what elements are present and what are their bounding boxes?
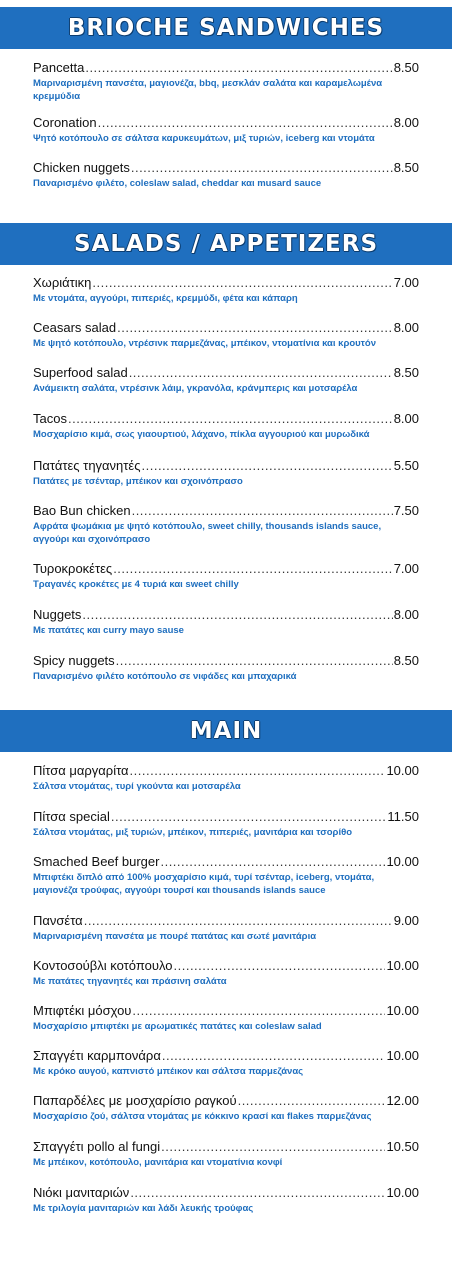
leader-dots (111, 809, 387, 825)
menu-item (33, 160, 419, 190)
menu-item (33, 411, 419, 458)
item-description: Σάλτσα ντομάτας, μιξ τυριών, μπέικον, πιπεριές, μανιτάρια και τσορίθο (33, 827, 353, 838)
section-title: MAIN (189, 718, 263, 744)
item-description: Μοσχαρίσιο ζού, σάλτσα ντομάτας με κόκκινο κρασί και flakes παρμεζάνας (33, 1111, 372, 1122)
item-price: 5.50 (393, 458, 419, 473)
menu-item (33, 1003, 419, 1048)
leader-dots (82, 607, 392, 623)
leader-dots (130, 1185, 385, 1201)
item-name: Τυροκροκέτες (33, 561, 113, 576)
leader-dots (161, 1139, 385, 1155)
leader-dots (85, 60, 392, 76)
item-price: 8.50 (393, 365, 419, 380)
leader-dots (113, 561, 393, 577)
item-price: 10.00 (386, 958, 419, 973)
leader-dots (84, 913, 393, 929)
menu-item (33, 1185, 419, 1215)
menu-item (33, 653, 419, 683)
item-description: Μπιφτέκι διπλό από 100% μοσχαρίσιο κιμά, τυρί τσένταρ, iceberg, ντομάτα, μαγιονέζα τρούφας, αγγούρι τουρσί και thousands islands sauce (33, 872, 375, 896)
leader-dots (130, 763, 386, 779)
leader-dots (116, 653, 393, 669)
section-main-items (33, 763, 419, 1215)
item-name: Chicken nuggets (33, 160, 130, 175)
leader-dots (132, 503, 393, 519)
item-name: Bao Bun chicken (33, 503, 131, 518)
menu-item (33, 913, 419, 958)
item-description: Με μπέικον, κοτόπουλο, μανιτάρια και ντοματίνια κονφί (33, 1157, 283, 1168)
leader-dots (160, 854, 385, 870)
item-name: Superfood salad (33, 365, 128, 380)
item-description: Σάλτσα ντομάτας, τυρί γκούντα και μοτσαρέλα (33, 781, 241, 792)
menu-item (33, 809, 419, 854)
section-banner-brioche (0, 7, 452, 49)
leader-dots (132, 1003, 385, 1019)
item-name: Spicy nuggets (33, 653, 115, 668)
item-price: 8.00 (393, 411, 419, 426)
menu-item (33, 1139, 419, 1185)
item-name: Smached Beef burger (33, 854, 160, 869)
item-description: Μοσχαρίσιο κιμά, σως γιαουρτιού, λάχανο, πίκλα αγγουριού και μυρωδικά (33, 429, 370, 440)
item-description: Με ντομάτα, αγγούρι, πιπεριές, κρεμμύδι, φέτα και κάπαρη (33, 293, 298, 304)
leader-dots (117, 320, 393, 336)
menu-item (33, 1093, 419, 1139)
item-price: 10.00 (386, 854, 419, 869)
item-name: Σπαγγέτι pollo al fungi (33, 1139, 161, 1154)
leader-dots (68, 411, 393, 427)
item-price: 8.50 (393, 653, 419, 668)
item-description: Ψητό κοτόπουλο σε σάλτσα καρυκευμάτων, μιξ τυριών, iceberg και ντομάτα (33, 133, 375, 144)
item-description: Μαριναρισμένη πανσέτα με πουρέ πατάτας και σωτέ μανιτάρια (33, 931, 317, 942)
section-banner-main (0, 710, 452, 752)
item-price: 7.50 (393, 503, 419, 518)
item-price: 8.00 (393, 607, 419, 622)
item-name: Πατάτες τηγανητές (33, 458, 141, 473)
item-name: Πανσέτα (33, 913, 83, 928)
leader-dots (174, 958, 386, 974)
item-description: Με ψητό κοτόπουλο, ντρέσινκ παρμεζάνας, μπέικον, ντοματίνια και κρουτόν (33, 338, 376, 349)
item-name: Χωριάτικη (33, 275, 92, 290)
menu-item (33, 958, 419, 1003)
section-banner-salads (0, 223, 452, 265)
item-name: Πίτσα special (33, 809, 110, 824)
menu-item (33, 275, 419, 320)
item-price: 10.00 (386, 763, 419, 778)
item-price: 8.50 (393, 160, 419, 175)
item-price: 12.00 (386, 1093, 419, 1108)
item-description: Με πατάτες και curry mayo sause (33, 625, 184, 636)
item-price: 7.00 (393, 275, 419, 290)
item-price: 10.50 (386, 1139, 419, 1154)
item-name: Pancetta (33, 60, 85, 75)
item-name: Πίτσα μαργαρίτα (33, 763, 129, 778)
item-price: 11.50 (387, 809, 419, 824)
menu-item (33, 115, 419, 160)
item-name: Ceasars salad (33, 320, 117, 335)
item-name: Coronation (33, 115, 97, 130)
menu-item (33, 503, 419, 561)
item-name: Μπιφτέκι μόσχου (33, 1003, 132, 1018)
menu-item (33, 60, 419, 115)
item-name: Παπαρδέλες με μοσχαρίσιο ραγκού (33, 1093, 237, 1108)
item-name: Σπαγγέτι καρμπονάρα (33, 1048, 161, 1063)
item-description: Πατάτες με τσένταρ, μπέικον και σχοινόπρασο (33, 476, 243, 487)
item-price: 10.00 (386, 1003, 419, 1018)
item-description: Με πατάτες τηγανητές και πράσινη σαλάτα (33, 976, 227, 987)
leader-dots (98, 115, 393, 131)
item-description: Τραγανές κροκέτες με 4 τυριά και sweet chilly (33, 579, 239, 590)
leader-dots (129, 365, 393, 381)
section-salads-items (33, 275, 419, 683)
item-name: Nuggets (33, 607, 82, 622)
item-description: Αφράτα ψωμάκια με ψητό κοτόπουλο, sweet chilly, thousands islands sauce, αγγούρι και σχοινόπρασο (33, 521, 382, 545)
item-description: Παναρισμένο φιλέτο κοτόπουλο σε νιφάδες και μπαχαρικά (33, 671, 297, 682)
item-price: 8.50 (393, 60, 419, 75)
menu-item (33, 763, 419, 809)
menu-item (33, 561, 419, 607)
item-description: Με κρόκο αυγού, καπνιστό μπέικον και σάλτσα παρμεζάνας (33, 1066, 304, 1077)
item-description: Μοσχαρίσιο μπιφτέκι με αρωματικές πατάτες και coleslaw salad (33, 1021, 322, 1032)
section-title: BRIOCHE SANDWICHES (67, 15, 385, 41)
item-description: Με τριλογία μανιταριών και λάδι λευκής τρούφας (33, 1203, 254, 1214)
item-price: 7.00 (393, 561, 419, 576)
section-brioche-items (33, 60, 419, 190)
menu-item (33, 607, 419, 653)
item-price: 10.00 (386, 1048, 419, 1063)
item-description: Παναρισμένο φιλέτο, coleslaw salad, cheddar και musard sauce (33, 178, 322, 189)
menu-item (33, 365, 419, 411)
menu-item (33, 1048, 419, 1093)
menu-item (33, 458, 419, 503)
leader-dots (142, 458, 393, 474)
section-title: SALADS / APPETIZERS (73, 231, 379, 257)
item-description: Ανάμεικτη σαλάτα, ντρέσινκ λάιμ, γκρανόλα, κράνμπερις και μοτσαρέλα (33, 383, 358, 394)
item-name: Tacos (33, 411, 67, 426)
item-description: Μαριναρισμένη πανσέτα, μαγιονέζα, bbq, μεσκλάν σαλάτα και καραμελωμένα κρεμμύδια (33, 78, 383, 102)
item-price: 10.00 (386, 1185, 419, 1200)
menu-item (33, 854, 419, 913)
item-price: 8.00 (393, 115, 419, 130)
item-price: 9.00 (393, 913, 419, 928)
leader-dots (238, 1093, 386, 1109)
menu-item (33, 320, 419, 365)
item-name: Νιόκι μανιταριών (33, 1185, 130, 1200)
item-name: Κοντοσούβλι κοτόπουλο (33, 958, 173, 973)
leader-dots (131, 160, 393, 176)
leader-dots (162, 1048, 386, 1064)
item-price: 8.00 (393, 320, 419, 335)
leader-dots (92, 275, 392, 291)
